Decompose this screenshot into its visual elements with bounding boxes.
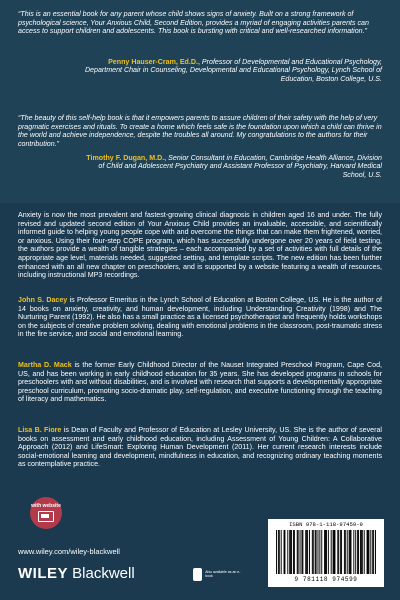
isbn-label: ISBN 978-1-118-97459-9: [289, 521, 363, 528]
barcode-bar: [293, 530, 294, 574]
barcode-bar: [326, 530, 327, 574]
barcode-bar: [347, 530, 348, 574]
endorsement-quote-1: “This is an essential book for any parent whose child shows signs of anxiety. Built on a strong framework of psychological science, Your Anxious Child, Second Edition, provides a myriad of engaging activities parents can access to support children and adolescents. This book is bursting with critical and well-researched information.”: [18, 10, 369, 36]
barcode-bar: [372, 530, 373, 574]
barcode-bar: [325, 530, 326, 574]
barcode-bar: [281, 530, 282, 574]
barcode-bar: [357, 530, 358, 574]
barcode-bar: [350, 530, 351, 574]
barcode-bar: [353, 530, 354, 574]
barcode-bar: [312, 530, 313, 574]
author-name-1: John S. Dacey: [18, 296, 68, 304]
book-description: Anxiety is now the most prevalent and fastest-growing clinical diagnosis in children aged 16 and under. The fully revised and updated second edition of Your Anxious Child provides an invaluable, accessible, and scientifically informed guide to helping young people cope with and overcome the things that can make them frightened, worried, or anxious. Using their four-step COPE program, which has successfully undergone over 20 years of field testing, the authors provide a wealth of tangible strategies – each accompanied by a set of activities with full details of the appropriate age level, materials needed, suggested setting, and template scripts. The new edition has been further enhanced with an all new chapter on preschoolers, and is supported by a website featuring a wealth of resources, including instructional MP3 recordings.: [18, 211, 382, 280]
barcode-bar: [345, 530, 346, 574]
author-bio-text-1: is Professor Emeritus in the Lynch School of Education at Boston College, US. He is the author of 14 books on anxiety, creativity, and human development, including Understanding Creativity (1998) and The Nurturing Parent (1992). He also has a small practice as a licensed psychotherapist and frequently holds workshops on the subjects of creative problem solving, dealing with emotional problems in the classroom, post-traumatic stress in the fire service, and social and emotional learning.: [18, 296, 382, 339]
barcode-bar: [301, 530, 302, 574]
barcode-bar: [306, 530, 307, 574]
barcode-bar: [341, 530, 342, 574]
author-bio-1: [18, 296, 382, 339]
barcode-bar: [315, 530, 316, 574]
author-bio-3: [18, 426, 382, 469]
barcode-bar: [344, 530, 345, 574]
barcode-bar: [334, 530, 335, 574]
barcode-bar: [331, 530, 332, 574]
barcode-bar: [364, 530, 365, 574]
endorsement-quote-2: “The beauty of this self-help book is that it empowers parents to assure children of their safety with the help of very pragmatic exercises and rituals. To create a home which feels safe is the foundation upon which a child can thrive in the world and achieve independence, despite the troubles all around. My congratulations to the authors for their contribution.”: [18, 114, 382, 148]
barcode-bar: [321, 530, 322, 574]
ebook-icon: [193, 568, 202, 581]
endorser-credentials-1: Professor of Developmental and Educational Psychology, Department Chair in Counseling, Developmental and Educational Psychology, Lynch School of Education, Boston College, U.S.: [84, 58, 382, 83]
barcode-bar: [367, 530, 368, 574]
barcode-bar: [316, 530, 317, 574]
barcode-bar: [337, 530, 338, 574]
author-name-3: Lisa B. Fiore: [18, 426, 62, 434]
endorser-name-2: Timothy F. Dugan, M.D.,: [86, 154, 167, 162]
author-bio-2: [18, 361, 382, 404]
fsc-text: Also available as an e-book: [205, 570, 241, 578]
barcode-bar: [334, 530, 335, 574]
endorsement-attribution-2: [82, 154, 382, 179]
barcode-bar: [349, 530, 350, 574]
website-badge: [30, 497, 62, 529]
barcode-bar: [309, 530, 310, 574]
barcode-bar: [375, 530, 376, 574]
author-bio-text-3: is Dean of Faculty and Professor of Education at Lesley University, US. She is the author of several books on assessment and early childhood education, including Assessment of Young Children: A Collaborative Approach (2012) and LifeSmart: Exploring Human Development (2011). Her current research interests include social-emotional learning and development, mindfulness in education, and recognizing ordinary teaching moments as contemplative practice.: [18, 426, 382, 469]
barcode-bar: [284, 530, 285, 574]
barcode-bar: [289, 530, 290, 574]
barcode-bar: [355, 530, 356, 574]
barcode-bar: [318, 530, 319, 574]
author-bio-text-2: is the former Early Childhood Director of the Nauset Integrated Preschool Program, Cape Cod, US, and has been working in early childhood education for 35 years. She has developed programs in schools for preschoolers with and without disabilities, and is involved with research that supports a developmentally appropriate preschool curriculum, promoting socio-dramatic play, self-regulation, and executive functioning through the teaching of literacy and mathematics.: [18, 361, 382, 404]
publisher-logo: [18, 565, 135, 582]
barcode-bar: [360, 530, 361, 574]
barcode-bar: [368, 530, 369, 574]
barcode-bar: [370, 530, 371, 574]
barcode-bar: [284, 530, 285, 574]
barcode-bar: [362, 530, 363, 574]
barcode-bar: [340, 530, 341, 574]
endorsement-attribution-1: [82, 58, 382, 83]
barcode-bar: [328, 530, 329, 574]
barcode-bar: [324, 530, 325, 574]
barcode-bar: [307, 530, 308, 574]
barcode-bar: [291, 530, 292, 574]
barcode-bar: [294, 530, 295, 574]
barcode-bar: [333, 530, 334, 574]
barcode-bar: [290, 530, 291, 574]
logo-blackwell: Blackwell: [72, 565, 135, 582]
barcode-bar: [278, 530, 279, 574]
barcode-bar: [319, 530, 320, 574]
barcode-bar: [368, 530, 369, 574]
barcode-bar: [351, 530, 352, 574]
barcode-bar: [373, 530, 374, 574]
barcode-number: 9 781118 974599: [294, 576, 358, 583]
endorser-credentials-2: Senior Consultant in Education, Cambridge Health Alliance, Division of Child and Adolescent Psychiatry and Assistant Professor of Psychiatry, Harvard Medical School, U.S.: [98, 154, 382, 179]
barcode-bar: [276, 530, 277, 574]
fsc-mark: [193, 566, 241, 582]
barcode-bar: [361, 530, 362, 574]
barcode-bar: [313, 530, 314, 574]
barcode-panel: [268, 519, 384, 587]
endorser-name-1: Penny Hauser-Cram, Ed.D.,: [108, 58, 200, 66]
barcode-bar: [302, 530, 303, 574]
author-name-2: Martha D. Mack: [18, 361, 72, 369]
publisher-url[interactable]: www.wiley.com/wiley-blackwell: [18, 547, 120, 556]
badge-label: with website: [31, 503, 61, 509]
website-icon: [38, 511, 54, 522]
barcode-bar: [300, 530, 301, 574]
barcode-bar: [279, 530, 280, 574]
barcode-bar: [338, 530, 339, 574]
barcode-bar: [297, 530, 298, 574]
barcode: [276, 530, 376, 574]
barcode-bar: [298, 530, 299, 574]
barcode-bar: [305, 530, 306, 574]
barcode-bar: [358, 530, 359, 574]
logo-wiley: WILEY: [18, 565, 68, 582]
barcode-bar: [287, 530, 288, 574]
